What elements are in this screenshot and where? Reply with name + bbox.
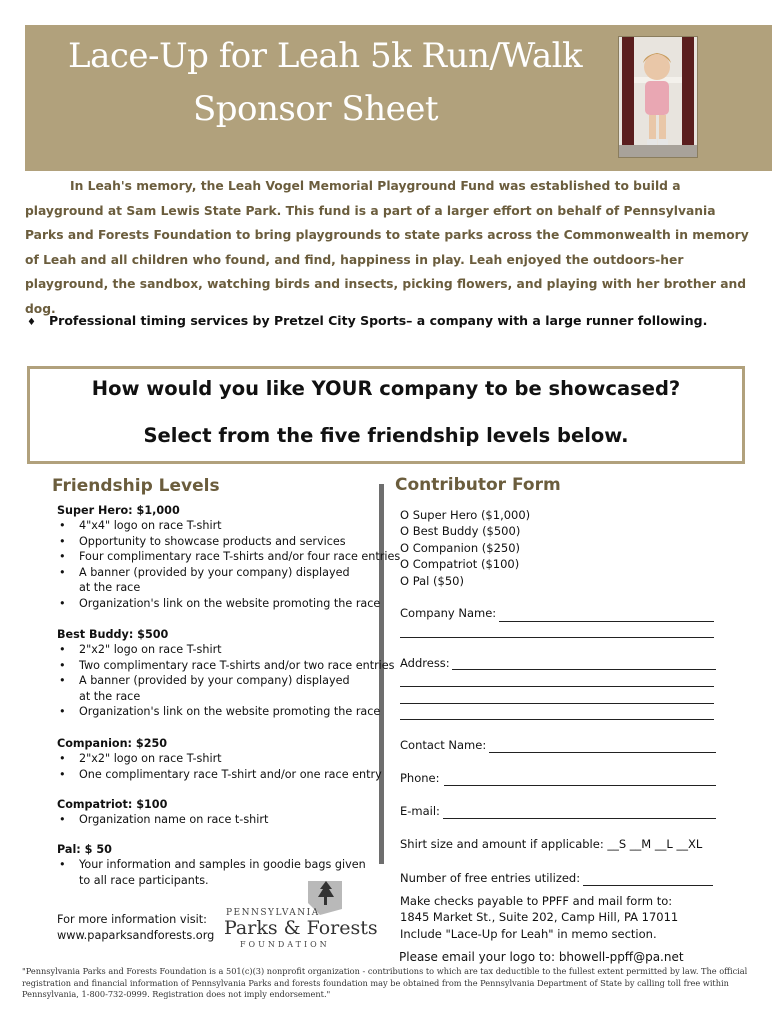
level-item: • Four complimentary race T-shirts and/or four race entries bbox=[57, 549, 387, 565]
email-logo-note: Please email your logo to: bhowell-ppff@pa.net bbox=[399, 950, 684, 964]
free-entries-field[interactable] bbox=[583, 885, 713, 886]
level-name: Compatriot: $100 bbox=[57, 798, 168, 811]
level-item: • Organization name on race t-shirt bbox=[57, 812, 387, 828]
address-label: Address: bbox=[400, 656, 450, 670]
ppff-logo bbox=[220, 879, 378, 957]
option-best-buddy[interactable]: O Best Buddy ($500) bbox=[400, 524, 521, 539]
timing-bullet bbox=[27, 313, 767, 328]
level-name: Best Buddy: $500 bbox=[57, 628, 169, 641]
friendship-levels-heading: Friendship Levels bbox=[52, 476, 220, 496]
level-super-hero bbox=[57, 504, 401, 612]
level-item: • A banner (provided by your company) displayed at the race bbox=[57, 565, 364, 596]
company-name-field[interactable] bbox=[499, 621, 714, 622]
level-item: • 2"x2" logo on race T-shirt bbox=[57, 642, 387, 658]
address-field-3[interactable] bbox=[400, 703, 714, 704]
memo-note: Include "Lace-Up for Leah" in memo section. bbox=[400, 926, 657, 941]
level-item: • One complimentary race T-shirt and/or one race entry bbox=[57, 767, 387, 783]
sponsor-options bbox=[400, 507, 530, 589]
child-photo bbox=[618, 36, 698, 158]
free-entries-label: Number of free entries utilized: bbox=[400, 871, 581, 885]
address-field-1[interactable] bbox=[452, 669, 716, 670]
company-name-label: Company Name: bbox=[400, 606, 497, 620]
question-pre: How would you like bbox=[91, 377, 312, 400]
title-line-1: Lace-Up for Leah 5k Run/Walk bbox=[68, 36, 583, 76]
logo-line-2: Parks & Forests bbox=[224, 917, 378, 939]
more-info-label: For more information visit: bbox=[57, 913, 207, 926]
level-compatriot bbox=[57, 798, 387, 828]
logo-line-1: PENNSYLVANIA bbox=[226, 908, 320, 918]
address-field-4[interactable] bbox=[400, 719, 714, 720]
contributor-form-heading: Contributor Form bbox=[395, 475, 561, 495]
question-emphasis: YOUR bbox=[311, 377, 373, 400]
question-post: company to be showcased? bbox=[372, 377, 681, 400]
timing-bullet-text: Professional timing services by Pretzel City Sports– a company with a large runner following. bbox=[49, 313, 708, 328]
contact-name-label: Contact Name: bbox=[400, 738, 487, 752]
mailing-instructions bbox=[400, 893, 678, 942]
contact-name-field[interactable] bbox=[489, 752, 716, 753]
option-pal[interactable]: O Pal ($50) bbox=[400, 573, 464, 588]
shirt-size-label: Shirt size and amount if applicable: __S __M __L __XL bbox=[400, 837, 703, 851]
company-name-field-2[interactable] bbox=[400, 637, 714, 638]
level-item: • Two complimentary race T-shirts and/or two race entries bbox=[57, 658, 387, 674]
mail-address: 1845 Market St., Suite 202, Camp Hill, PA 17011 bbox=[400, 910, 679, 925]
intro-paragraph bbox=[25, 174, 750, 322]
email-label: E-mail: bbox=[400, 804, 440, 818]
option-super-hero[interactable]: O Super Hero ($1,000) bbox=[400, 508, 531, 522]
legal-footer: "Pennsylvania Parks and Forests Foundation is a 501(c)(3) nonprofit organization - contributions to which are tax deductible to the fullest extent permitted by law. The official registration and financial information of Pennsylvania Parks and forests foundation may be obtained from the Pennsylvania Department of State by calling toll free within Pennsylvania, 1-800-732-0999. Registration does not imply endorsement." bbox=[22, 966, 748, 999]
option-companion[interactable]: O Companion ($250) bbox=[400, 540, 521, 555]
level-best-buddy bbox=[57, 628, 395, 720]
level-item: • A banner (provided by your company) displayed at the race bbox=[57, 673, 364, 704]
more-info bbox=[57, 912, 214, 944]
intro-text: In Leah's memory, the Leah Vogel Memorial Playground Fund was established to build a playground at Sam Lewis State Park. This fund is a part of a larger effort on behalf of Pennsylvania Parks and Forests Foundation to bring playgrounds to state parks across the Commonwealth in memory of Leah and all children who found, and find, happiness in play. Leah enjoyed the outdoors-her playground, the sandbox, watching birds and insects, picking flowers, and playing with her brother and dog. bbox=[25, 179, 749, 316]
level-item: • Organization's link on the website promoting the race bbox=[57, 704, 387, 720]
checks-payable: Make checks payable to PPFF and mail form to: bbox=[400, 894, 673, 908]
level-item: • Organization's link on the website promoting the race bbox=[57, 596, 387, 612]
level-item: • Opportunity to showcase products and services bbox=[57, 534, 387, 550]
diamond-bullet-icon: ♦ bbox=[27, 317, 36, 328]
email-field[interactable] bbox=[443, 818, 716, 819]
phone-label: Phone: bbox=[400, 771, 440, 785]
option-compatriot[interactable]: O Compatriot ($100) bbox=[400, 557, 520, 572]
logo-line-3: FOUNDATION bbox=[240, 940, 330, 949]
level-item: • 2"x2" logo on race T-shirt bbox=[57, 751, 387, 767]
phone-field[interactable] bbox=[444, 785, 716, 786]
level-item: • 4"x4" logo on race T-shirt bbox=[57, 518, 387, 534]
showcase-question bbox=[30, 377, 742, 400]
more-info-link[interactable]: www.paparksandforests.org bbox=[57, 929, 215, 942]
showcase-subtitle: Select from the five friendship levels below. bbox=[143, 424, 629, 447]
showcase-box bbox=[27, 366, 745, 464]
level-name: Pal: $ 50 bbox=[57, 843, 112, 856]
level-item: • Your information and samples in goodie bags given to all race participants. bbox=[57, 857, 369, 888]
level-name: Super Hero: $1,000 bbox=[57, 504, 180, 517]
level-name: Companion: $250 bbox=[57, 737, 168, 750]
address-field-2[interactable] bbox=[400, 686, 714, 687]
title-line-2: Sponsor Sheet bbox=[193, 89, 438, 129]
level-companion bbox=[57, 737, 387, 782]
